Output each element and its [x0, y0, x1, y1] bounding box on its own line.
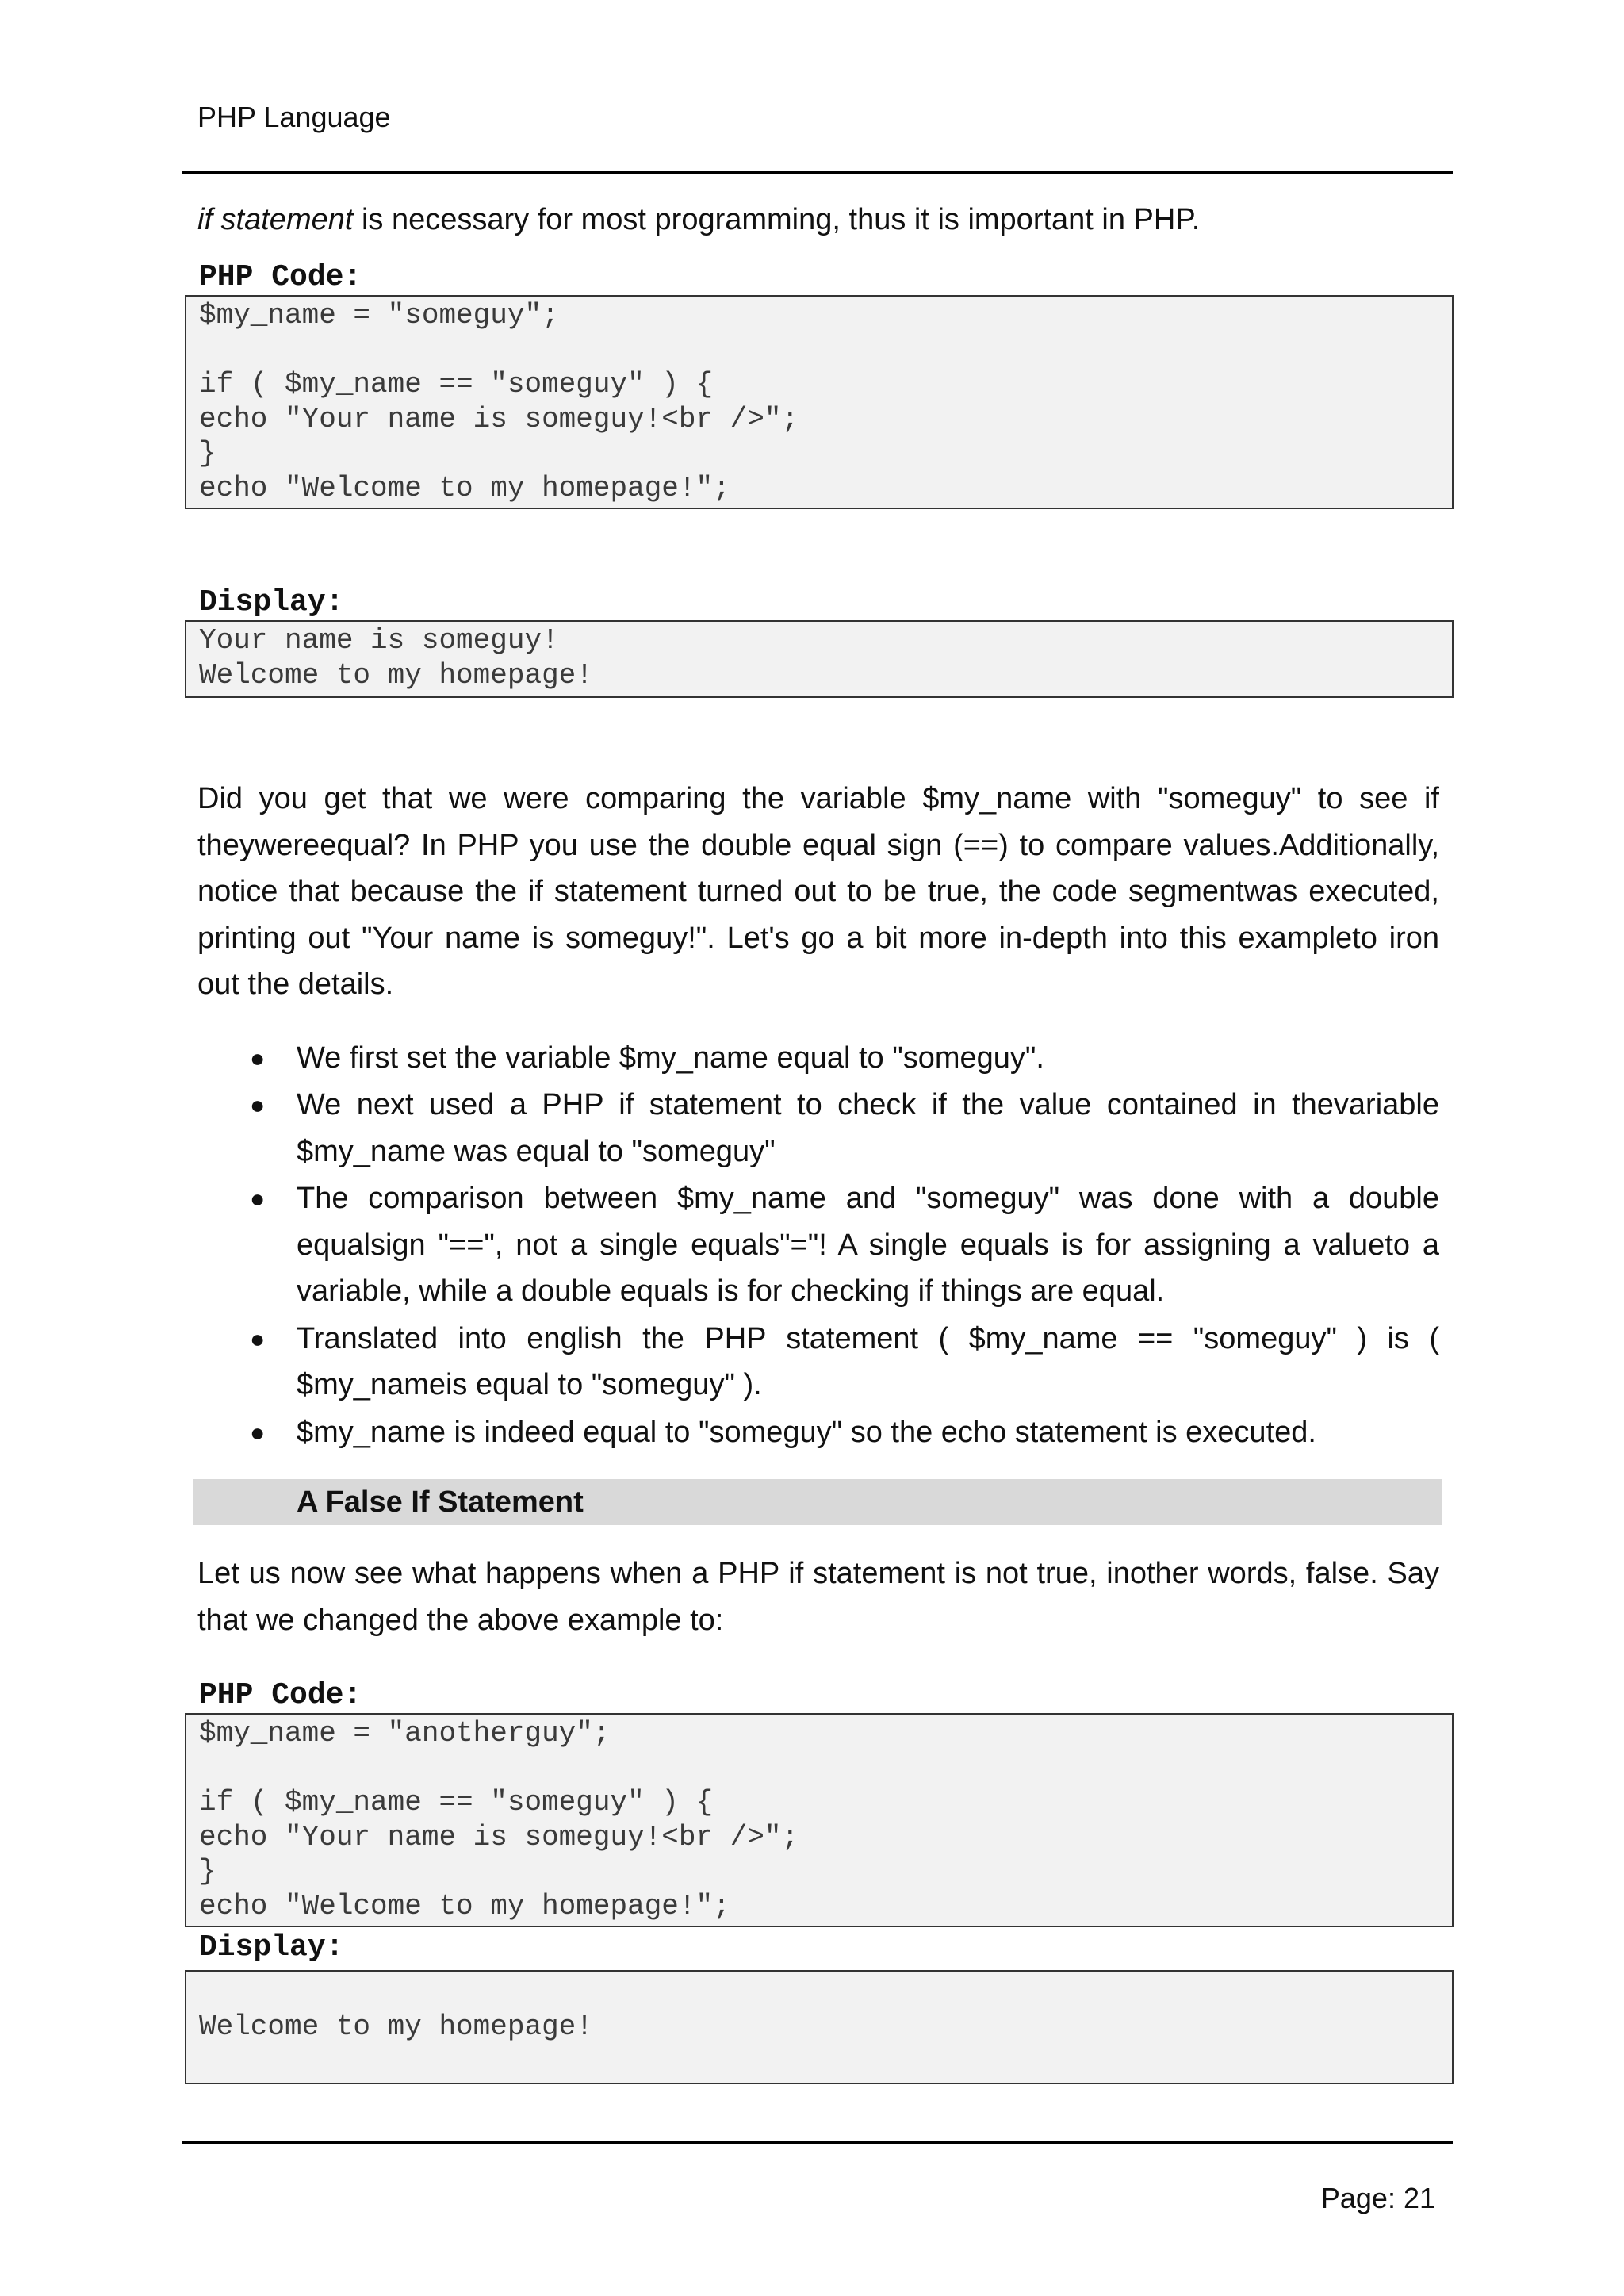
code-line: $my_name = "anotherguy"; [199, 1717, 611, 1750]
code-line: } [199, 1855, 216, 1888]
display-block-2 [185, 1970, 1454, 2084]
code-block-2 [185, 1713, 1454, 1927]
bullet-icon: ● [250, 1417, 266, 1447]
intro-paragraph [197, 197, 1439, 243]
list-item: ● The comparison between $my_name and "someguy" was done with a double equalsign "==", not a single equals"="! A single equals is for assigning a valueto a variable, while a double equals is for checking if things are equal. [197, 1175, 1439, 1315]
intro-term: if statement [197, 203, 354, 236]
display-label-2: Display: [199, 1930, 344, 1964]
display-block-1 [185, 620, 1454, 698]
code-line: } [199, 437, 216, 470]
running-header-title: PHP Language [197, 101, 391, 133]
code-line [199, 1751, 1441, 1786]
display-label-1: Display: [199, 585, 344, 619]
section-heading: A False If Statement [193, 1479, 1442, 1525]
intro-text: is necessary for most programming, thus it is important in PHP. [353, 203, 1201, 236]
display-line [199, 2044, 1441, 2079]
code-label-2: PHP Code: [199, 1678, 362, 1712]
display-line: Welcome to my homepage! [199, 2010, 593, 2043]
code-line: $my_name = "someguy"; [199, 299, 559, 332]
code-line: echo "Welcome to my homepage!"; [199, 1889, 730, 1922]
code-line: echo "Your name is someguy!<br />"; [199, 1820, 799, 1853]
list-item: ● We first set the variable $my_name equal to "someguy". [197, 1035, 1439, 1082]
bullet-list [197, 1035, 1439, 1456]
page-content [197, 197, 1439, 2084]
bullet-icon: ● [250, 1184, 266, 1213]
list-item: ● Translated into english the PHP statement ( $my_name == "someguy" ) is ( $my_nameis equal to "someguy" ). [197, 1316, 1439, 1409]
bullet-icon: ● [250, 1091, 266, 1119]
page-number: Page: 21 [1320, 2182, 1435, 2214]
display-line: Welcome to my homepage! [199, 658, 593, 692]
footer-rule [182, 2141, 1453, 2144]
bullet-icon: ● [250, 1324, 266, 1353]
code-line: if ( $my_name == "someguy" ) { [199, 368, 714, 401]
code-line: if ( $my_name == "someguy" ) { [199, 1786, 714, 1819]
bullet-icon: ● [250, 1043, 266, 1072]
false-intro-paragraph: Let us now see what happens when a PHP if statement is not true, inother words, false. Say that we changed the above example to: [197, 1557, 1439, 1637]
code-line: echo "Your name is someguy!<br />"; [199, 402, 799, 435]
header-rule [182, 171, 1453, 174]
list-item: ● We next used a PHP if statement to check if the value contained in thevariable $my_name was equal to "someguy" [197, 1082, 1439, 1175]
code-label-1: PHP Code: [199, 260, 362, 294]
code-block-1 [185, 295, 1454, 509]
code-line [199, 333, 1441, 368]
code-line: echo "Welcome to my homepage!"; [199, 471, 730, 504]
display-line [199, 1975, 1441, 2010]
list-item: ● $my_name is indeed equal to "someguy" so the echo statement is executed. [197, 1409, 1439, 1456]
explanation-paragraph: Did you get that we were comparing the variable $my_name with "someguy" to see if theywereequal? In PHP you use the double equal sign (==) to compare values.Additionally, notice that because the if statement turned out to be true, the code segmentwas executed, printing out "Your name is someguy!". Let's go a bit more in-depth into this exampleto iron out the details. [197, 782, 1439, 1001]
display-line: Your name is someguy! [199, 624, 559, 657]
